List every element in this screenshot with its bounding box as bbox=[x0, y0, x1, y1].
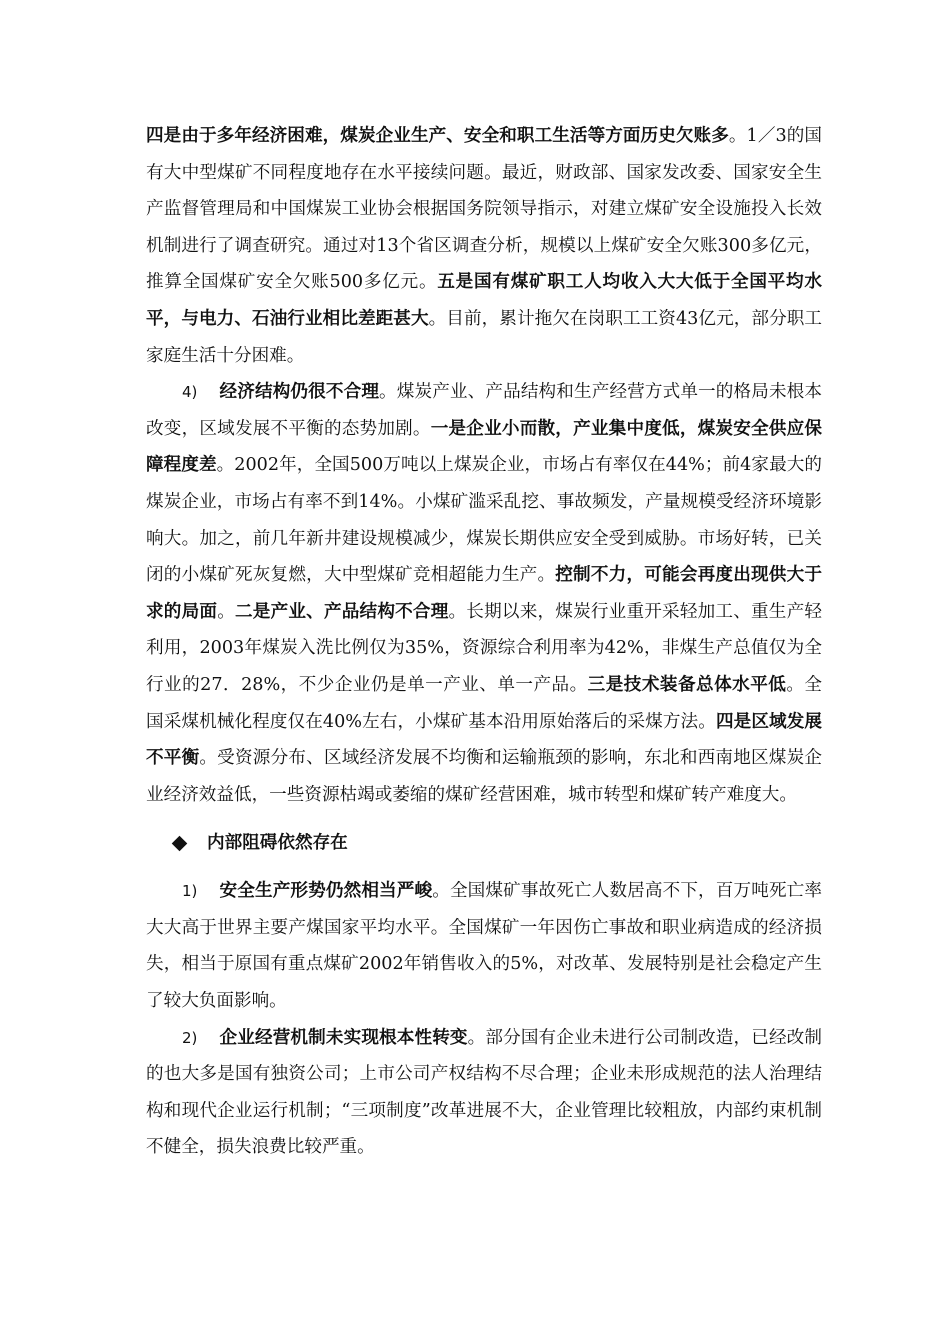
body-text: 。全国采煤机械化程度仅在40%左右，小煤矿基本沿用原始落后的采煤方法。 bbox=[146, 674, 822, 732]
list-number: 4) bbox=[182, 383, 198, 402]
body-text: 。全国煤矿事故死亡人数居高不下，百万吨死亡率大大高于世界主要产煤国家平均水平。全国煤矿一年因伤亡事故和职业病造成的经济损失，相当于原国有重点煤矿2002年销售收入的5%，对改革、发展特别是社会稳定产生了较大负面影响。 bbox=[146, 881, 822, 1012]
list-number: 2) bbox=[182, 1028, 198, 1047]
paragraph-historical-debt bbox=[146, 118, 822, 374]
section-heading-text: 内部阻碍依然存在 bbox=[207, 832, 348, 854]
bold-phrase: 三是技术装备总体水平低 bbox=[587, 673, 787, 695]
list-number: 1) bbox=[182, 882, 198, 901]
diamond-bullet-icon bbox=[172, 836, 188, 852]
body-text: 。煤炭产业、产品结构和生产经营方式单一的格局未根本改变，区域发展不平衡的态势加剧。 bbox=[146, 382, 822, 439]
bold-phrase: 安全生产形势仍然相当严峻 bbox=[219, 880, 433, 902]
bold-phrase: 四是由于多年经济困难，煤炭企业生产、安全和职工生活等方面历史欠账多 bbox=[146, 125, 729, 146]
paragraph-operating-mechanism bbox=[146, 1020, 822, 1166]
body-text: 。1／3的国有大中型煤矿不同程度地存在水平接续问题。最近，财政部、国家发改委、国家安全生产监督管理局和中国煤炭工业协会根据国务院领导指示，对建立煤矿安全设施投入长效机制进行了调查研究。通过对13个省区调查分析，规模以上煤矿安全欠账300多亿元，推算全国煤矿安全欠账500多亿元。 bbox=[146, 126, 822, 293]
bold-phrase: 二是产业、产品结构不合理 bbox=[234, 600, 449, 622]
body-text: 。受资源分布、区域经济发展不均衡和运输瓶颈的影响，东北和西南地区煤炭企业经济效益低，一些资源枯竭或萎缩的煤矿经营困难，城市转型和煤矿转产难度大。 bbox=[146, 748, 822, 805]
body-text: 。部分国有企业未进行公司制改造，已经改制的也大多是国有独资公司；上市公司产权结构不尽合理；企业未形成规范的法人治理结构和现代企业运行机制；“三项制度”改革进展不大，企业管理比较粗放，内部约束机制不健全，损失浪费比较严重。 bbox=[146, 1027, 822, 1158]
bold-phrase: 一是企业小而散，产业集中度低，煤炭安全供应保障程度差 bbox=[146, 417, 822, 476]
bold-phrase: 企业经营机制未实现根本性转变 bbox=[219, 1026, 468, 1048]
document-page bbox=[146, 118, 822, 1166]
paragraph-safety-production bbox=[146, 873, 822, 1019]
body-text: 。目前，累计拖欠在岗职工工资43亿元，部分职工家庭生活十分困难。 bbox=[146, 308, 822, 366]
bold-phrase: 控制不力，可能会再度出现供大于求的局面 bbox=[146, 564, 822, 622]
body-text: 。长期以来，煤炭行业重开采轻加工、重生产轻利用，2003年煤炭入洗比例仅为35%，资源综合利用率为42%，非煤生产总值仅为全行业的27．28%，不少企业仍是单一产业、单一产品。 bbox=[146, 601, 822, 695]
bold-phrase: 经济结构仍很不合理 bbox=[219, 381, 380, 403]
section-heading bbox=[146, 825, 822, 861]
body-text: 。 bbox=[217, 601, 235, 622]
bold-phrase: 四是区域发展不平衡 bbox=[146, 710, 822, 769]
paragraph-economic-structure bbox=[146, 374, 822, 813]
bold-phrase: 五是国有煤矿职工人均收入大大低于全国平均水平，与电力、石油行业相比差距甚大 bbox=[146, 271, 822, 329]
body-text: 。2002年，全国500万吨以上煤炭企业，市场占有率仅在44%；前4家最大的煤炭企业，市场占有率不到14%。小煤矿滥采乱挖、事故频发，产量规模受经济环境影响大。加之，前几年新井建设规模减少，煤炭长期供应安全受到威胁。市场好转，已关闭的小煤矿死灰复燃，大中型煤矿竞相超能力生产。 bbox=[146, 455, 822, 586]
